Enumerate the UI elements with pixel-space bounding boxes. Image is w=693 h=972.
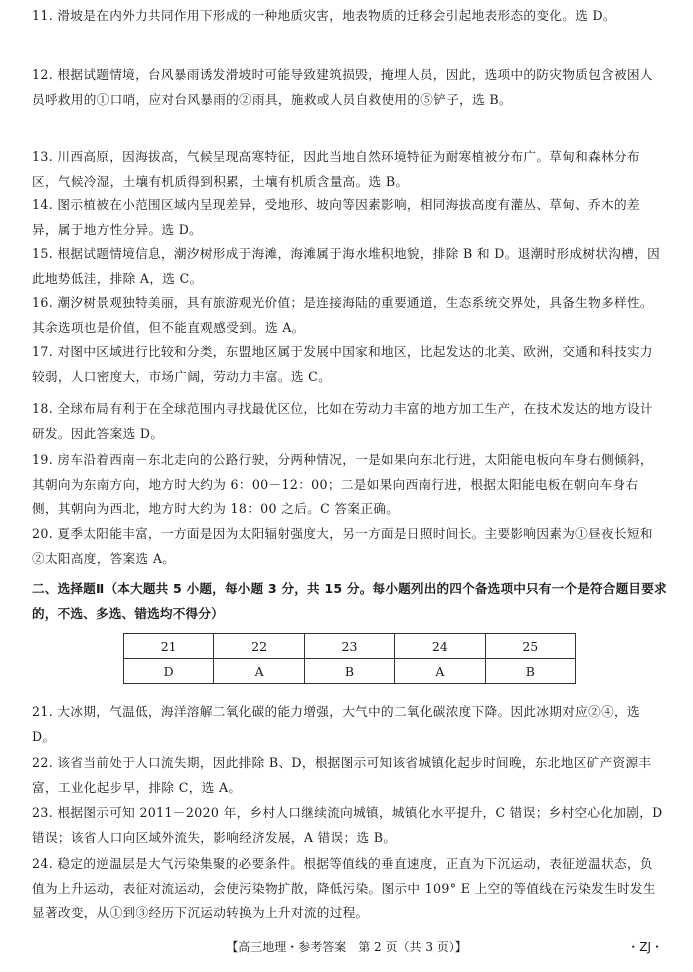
- page-footer: 【高三地理・参考答案 第 2 页（共 3 页）】: [226, 940, 467, 954]
- footer-tag: ・ZJ・: [627, 940, 663, 954]
- answer-item-24: 24. 稳定的逆温层是大气污染集聚的必要条件。根据等值线的垂直速度，正直为下沉运动，表征逆温状态，负值为上升运动，表征对流运动，会使污染物扩散，降低污染。图示中 109° E 上空的等值线在污染发生时发生显著改变，从①到③经历下沉运动转换为上升对流的过程。: [32, 856, 656, 920]
- answer-cell: B: [485, 659, 575, 684]
- question-number-cell: 23: [304, 634, 394, 659]
- answer-cell: A: [214, 659, 304, 684]
- answer-item-23: 23. 根据图示可知 2011－2020 年，乡村人口继续流向城镇，城镇化水平提升，C 错误；乡村空心化加剧，D 错误；该省人口向区域外流失，影响经济发展，A 错误；选 B。: [32, 805, 663, 845]
- answer-table: [123, 633, 576, 684]
- answer-cell: B: [304, 659, 394, 684]
- answer-item-21: 21. 大冰期，气温低，海洋溶解二氧化碳的能力增强，大气中的二氧化碳浓度下降。因此冰期对应②④，选 D。: [32, 704, 640, 744]
- answer-item-22: 22. 该省当前处于人口流失期，因此排除 B、D，根据图示可知该省城镇化起步时间晚，东北地区矿产资源丰富，工业化起步早，排除 C，选 A。: [32, 755, 652, 795]
- answer-item-18: 18. 全球布局有利于在全球范围内寻找最优区位，比如在劳动力丰富的地方加工生产，在技术发达的地方设计研发。因此答案选 D。: [32, 401, 653, 441]
- answer-item-19: 19. 房车沿着西南－东北走向的公路行驶，分两种情况，一是如果向东北行进，太阳能电板向车身右侧倾斜，其朝向为东南方向，地方时大约为 6：00－12：00；二是如果向西南行进，根据太阳能电板在朝向车身右侧，其朝向为西北，地方时大约为 18：00 之后。C 答案正确。: [32, 452, 653, 516]
- answer-item-17: 17. 对图中区域进行比较和分类，东盟地区属于发展中国家和地区，比起发达的北美、欧洲，交通和科技实力较弱，人口密度大，市场广阔，劳动力丰富。选 C。: [32, 344, 653, 384]
- answer-item-12: 12. 根据试题情境，台风暴雨诱发滑坡时可能导致建筑损毁，掩埋人员，因此，选项中的防灾物质包含被困人员呼救用的①口哨，应对台风暴雨的②雨具，施救或人员自救使用的⑤铲子，选 B。: [32, 67, 653, 107]
- question-number-cell: 22: [214, 634, 304, 659]
- answer-item-11: 11. 滑坡是在内外力共同作用下形成的一种地质灾害，地表物质的迁移会引起地表形态的变化。选 D。: [32, 8, 616, 23]
- answer-item-15: 15. 根据试题情境信息，潮汐树形成于海滩，海滩属于海水堆积地貌，排除 B 和 D。退潮时形成树状沟槽，因此地势低洼，排除 A，选 C。: [32, 246, 661, 286]
- answer-cell: A: [395, 659, 485, 684]
- question-number-cell: 24: [395, 634, 485, 659]
- answer-table-numbers-row: [124, 634, 576, 659]
- answer-item-20: 20. 夏季太阳能丰富，一方面是因为太阳辐射强度大，另一方面是日照时间长。主要影响因素为①昼夜长短和②太阳高度，答案选 A。: [32, 526, 653, 566]
- question-number-cell: 21: [124, 634, 214, 659]
- answer-item-13: 13. 川西高原，因海拔高，气候呈现高寒特征，因此当地自然环境特征为耐寒植被分布广。草甸和森林分布区，气候冷湿，土壤有机质得到积累，土壤有机质含量高。选 B。: [32, 149, 640, 189]
- section-title: 二、选择题Ⅱ（本大题共 5 小题，每小题 3 分，共 15 分。每小题列出的四个备选项中只有一个是符合题目要求的，不选、多选、错选均不得分）: [32, 581, 667, 621]
- answer-cell: D: [124, 659, 214, 684]
- question-number-cell: 25: [485, 634, 575, 659]
- answer-table-answers-row: [124, 659, 576, 684]
- answer-item-16: 16. 潮汐树景观独特美丽，具有旅游观光价值；是连接海陆的重要通道，生态系统交界处，具备生物多样性。其余选项也是价值，但不能直观感受到。选 A。: [32, 295, 653, 335]
- answer-item-14: 14. 图示植被在小范围区域内呈现差异，受地形、坡向等因素影响，相同海拔高度有灌丛、草甸、乔木的差异，属于地方性分异。选 D。: [32, 197, 640, 237]
